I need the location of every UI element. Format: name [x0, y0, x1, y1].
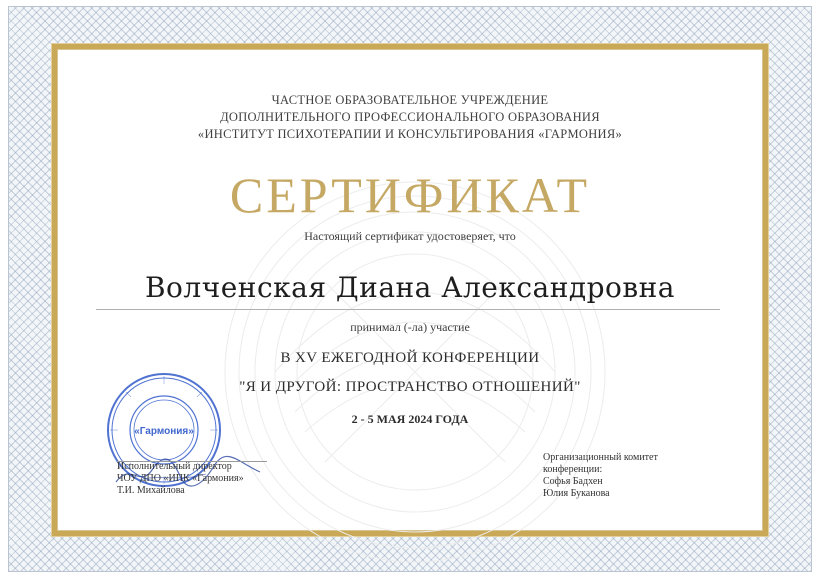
institution-line-3: «ИНСТИТУТ ПСИХОТЕРАПИИ И КОНСУЛЬТИРОВАНИЯ «ГАРМОНИЯ»	[197, 127, 623, 141]
event-title: "Я И ДРУГОЙ: ПРОСТРАНСТВО ОТНОШЕНИЙ"	[239, 379, 581, 395]
director-position: Исполнительный директор	[117, 461, 232, 472]
committee-member-1: Софья Бадхен	[543, 476, 603, 487]
committee-signatory	[543, 452, 658, 500]
director-name: Т.И. Михайлова	[117, 485, 185, 496]
recipient-name: Волченская Диана Александровна	[144, 271, 676, 304]
stamp-text: «Гармония»	[134, 426, 194, 437]
committee-member-2: Юлия Буканова	[543, 488, 610, 499]
recipient-underline	[96, 309, 720, 310]
director-organization: ЧОУ ДПО «ИПК «Гармония»	[117, 473, 244, 484]
certificate-title: СЕРТИФИКАТ	[229, 167, 591, 223]
certifies-text: Настоящий сертификат удостоверяет, что	[304, 229, 516, 243]
event-dates: 2 - 5 МАЯ 2024 ГОДА	[351, 412, 469, 426]
event-line-1: В XV ЕЖЕГОДНОЙ КОНФЕРЕНЦИИ	[280, 350, 540, 366]
participation-text: принимал (-ла) участие	[350, 320, 470, 334]
committee-title-2: конференции:	[543, 464, 603, 475]
institution-line-2: ДОПОЛНИТЕЛЬНОГО ПРОФЕССИОНАЛЬНОГО ОБРАЗОВАНИЯ	[220, 110, 600, 124]
institution-name	[60, 92, 760, 143]
institution-line-1: ЧАСТНОЕ ОБРАЗОВАТЕЛЬНОЕ УЧРЕЖДЕНИЕ	[271, 93, 549, 107]
director-signatory	[117, 461, 244, 497]
committee-title: Организационный комитет	[543, 452, 658, 463]
